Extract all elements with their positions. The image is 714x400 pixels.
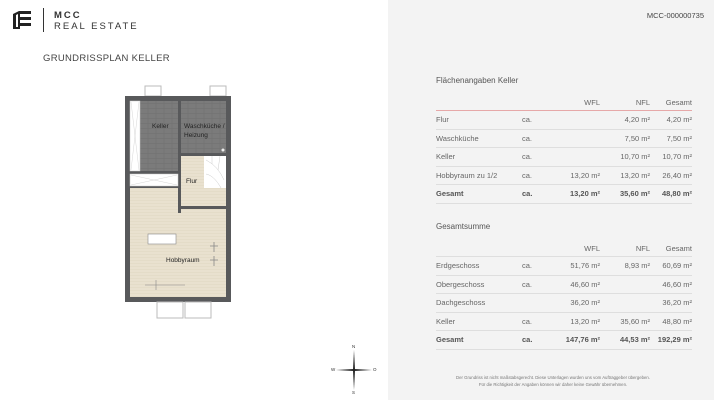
brand-name [54, 10, 139, 32]
disclaimer-line-2: Für die Richtigkeit der Angaben können wir daher keine Gewähr übernehmen. [478, 382, 628, 387]
cell-name: Flur [436, 115, 449, 125]
compass-east: O [373, 367, 377, 372]
cell-wfl: 13,20 m² [570, 170, 600, 180]
cell-gesamt: 36,20 m² [662, 298, 692, 308]
cell-nfl: 13,20 m² [620, 170, 650, 180]
cell-gesamt: 4,20 m² [666, 115, 692, 125]
page-title: GRUNDRISSPLAN KELLER [43, 53, 170, 64]
cell-name: Obergeschoss [436, 279, 485, 289]
cell-ca: ca. [522, 335, 533, 345]
table-row [436, 148, 692, 167]
col-nfl: NFL [635, 244, 650, 253]
cell-name: Dachgeschoss [436, 298, 486, 308]
cell-name: Keller [436, 316, 456, 326]
cell-nfl: 4,20 m² [624, 115, 650, 125]
cell-gesamt: 192,29 m² [657, 335, 692, 345]
col-wfl: WFL [584, 98, 600, 107]
cell-gesamt: 26,40 m² [662, 170, 692, 180]
cell-gesamt: 60,69 m² [662, 261, 692, 271]
cell-ca: ca. [522, 133, 533, 143]
table-row [436, 257, 692, 276]
cell-wfl: 13,20 m² [569, 189, 600, 199]
cell-ca: ca. [522, 279, 533, 289]
cell-nfl: 10,70 m² [620, 152, 650, 162]
table-total-row [436, 331, 692, 350]
col-nfl: NFL [635, 98, 650, 107]
cell-gesamt: 7,50 m² [666, 133, 692, 143]
table-row [436, 294, 692, 313]
table-caption: Gesamtsumme [436, 222, 491, 231]
compass-north: N [352, 344, 356, 349]
cell-gesamt: 48,80 m² [661, 189, 692, 199]
disclaimer [440, 374, 666, 388]
cell-ca: ca. [522, 189, 533, 199]
compass-west: W [331, 367, 336, 372]
cell-wfl: 36,20 m² [570, 298, 600, 308]
brand-line-2: REAL ESTATE [54, 21, 139, 32]
cell-nfl: 7,50 m² [624, 133, 650, 143]
cell-nfl: 8,93 m² [624, 261, 650, 271]
cell-nfl: 35,60 m² [620, 316, 650, 326]
logo-divider [43, 8, 44, 32]
brand-line-1: MCC [54, 10, 82, 21]
cell-wfl: 46,60 m² [570, 279, 600, 289]
area-table-total [436, 222, 692, 350]
cell-name: Erdgeschoss [436, 261, 480, 271]
table-header [436, 241, 692, 257]
room-label-hobbyraum: Hobbyraum [166, 257, 200, 264]
room-label-heizung: Heizung [184, 132, 208, 139]
room-label-flur: Flur [186, 178, 198, 185]
cell-wfl: 13,20 m² [570, 316, 600, 326]
table-caption: Flächenangaben Keller [436, 76, 519, 85]
table-row [436, 111, 692, 130]
compass [330, 344, 378, 396]
cell-name: Waschküche [436, 133, 479, 143]
compass-rose-icon [330, 344, 378, 396]
cell-ca: ca. [522, 261, 533, 271]
cell-wfl: 51,76 m² [570, 261, 600, 271]
cell-name: Gesamt [436, 189, 464, 199]
floorplan [120, 84, 240, 320]
cell-gesamt: 46,60 m² [662, 279, 692, 289]
cell-ca: ca. [522, 115, 533, 125]
col-wfl: WFL [584, 244, 600, 253]
table-row [436, 130, 692, 149]
compass-south: S [352, 390, 356, 395]
cell-wfl: 147,76 m² [565, 335, 600, 345]
col-gesamt: Gesamt [665, 244, 692, 253]
table-row [436, 167, 692, 186]
cell-ca: ca. [522, 316, 533, 326]
table-row [436, 276, 692, 295]
cell-gesamt: 10,70 m² [662, 152, 692, 162]
area-table-keller [436, 76, 692, 204]
cell-name: Keller [436, 152, 456, 162]
cell-nfl: 44,53 m² [619, 335, 650, 345]
disclaimer-line-1: Der Grundriss ist nicht maßstabsgerecht. Diese Unterlagen wurden uns vom Auftraggeber übergeben. [456, 375, 650, 380]
cell-gesamt: 48,80 m² [662, 316, 692, 326]
cell-name: Hobbyraum zu 1/2 [436, 170, 498, 180]
table-row [436, 313, 692, 332]
table-total-row [436, 185, 692, 204]
cell-ca: ca. [522, 170, 533, 180]
room-label-waschkueche: Waschküche / [184, 123, 225, 130]
room-label-keller: Keller [152, 123, 169, 130]
cell-ca: ca. [522, 152, 533, 162]
cell-nfl: 35,60 m² [619, 189, 650, 199]
col-gesamt: Gesamt [665, 98, 692, 107]
cell-name: Gesamt [436, 335, 464, 345]
document-id: MCC-000000735 [646, 11, 704, 20]
mcc-logo-icon [11, 9, 33, 31]
table-header [436, 95, 692, 111]
